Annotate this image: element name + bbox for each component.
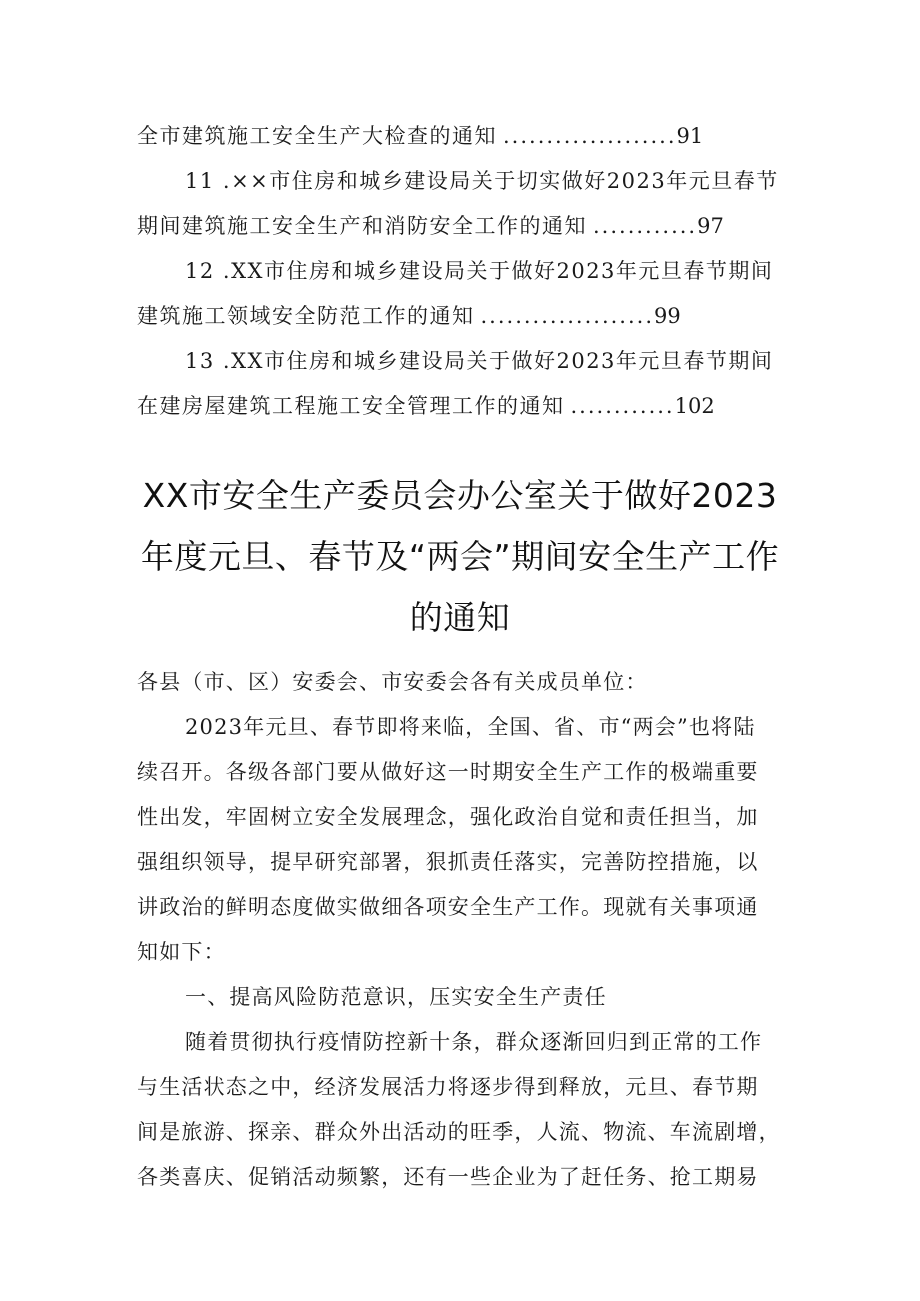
paragraph-1-line: 性出发，牢固树立安全发展理念，强化政治自觉和责任担当，加 [137, 805, 759, 829]
table-of-contents [137, 114, 793, 429]
toc-entry-text: 13 .XX市住房和城乡建设局关于做好2023年元旦春节期间 [185, 349, 774, 373]
paragraph-2-line: 与生活状态之中，经济发展活力将逐步得到释放，元旦、春节期 [137, 1075, 759, 1099]
toc-entry-12-line1 [137, 249, 793, 294]
toc-page-number: 97 [697, 214, 724, 238]
title-line-2: 年度元旦、春节及“两会”期间安全生产工作 [140, 537, 780, 576]
title-line-3: 的通知 [409, 598, 511, 637]
toc-leader-dots: ............ [570, 394, 675, 418]
toc-page-number: 99 [654, 304, 681, 328]
toc-entry-12-line2 [137, 294, 793, 339]
paragraph-2-line: 各类喜庆、促销活动频繁，还有一些企业为了赶任务、抢工期易 [137, 1165, 759, 1189]
paragraph-1-line: 知如下： [137, 940, 226, 964]
toc-entry-11-line2 [137, 204, 793, 249]
paragraph-2-line: 随着贯彻执行疫情防控新十条，群众逐渐回归到正常的工作 [185, 1030, 763, 1054]
toc-page-number: 91 [676, 124, 704, 148]
paragraph-1-line: 2023年元旦、春节即将来临，全国、省、市“两会”也将陆 [185, 715, 756, 739]
toc-entry-13-line2 [137, 384, 793, 429]
toc-entry-13-line1 [137, 339, 793, 384]
toc-leader-dots: ............ [593, 214, 698, 238]
toc-entry-text: 全市建筑施工安全生产大检查的通知 [137, 124, 497, 148]
toc-leader-dots: .................... [503, 124, 677, 148]
title-line-1: XX市安全生产委员会办公室关于做好2023 [142, 476, 778, 515]
document-body [137, 660, 797, 1200]
toc-leader-dots: .................... [480, 304, 655, 328]
toc-entry-10-continuation [137, 114, 793, 159]
document-title [120, 465, 800, 648]
toc-entry-text: 12 .XX市住房和城乡建设局关于做好2023年元旦春节期间 [185, 259, 774, 283]
section-heading-1: 一、提高风险防范意识，压实安全生产责任 [185, 985, 607, 1009]
salutation: 各县（市、区）安委会、市安委会各有关成员单位： [137, 670, 648, 694]
toc-entry-text: 11 .××市住房和城乡建设局关于切实做好2023年元旦春节 [185, 169, 779, 193]
paragraph-1-line: 强组织领导，提早研究部署，狠抓责任落实，完善防控措施，以 [137, 850, 759, 874]
paragraph-2-line: 间是旅游、探亲、群众外出活动的旺季，人流、物流、车流剧增， [137, 1120, 781, 1144]
toc-page-number: 102 [674, 394, 715, 418]
toc-entry-11-line1 [137, 159, 793, 204]
toc-entry-text: 在建房屋建筑工程施工安全管理工作的通知 [137, 394, 565, 418]
toc-entry-text: 建筑施工领域安全防范工作的通知 [137, 304, 475, 328]
toc-entry-text: 期间建筑施工安全生产和消防安全工作的通知 [137, 214, 587, 238]
paragraph-1-line: 续召开。各级各部门要从做好这一时期安全生产工作的极端重要 [137, 760, 759, 784]
paragraph-1-line: 讲政治的鲜明态度做实做细各项安全生产工作。现就有关事项通 [137, 895, 759, 919]
